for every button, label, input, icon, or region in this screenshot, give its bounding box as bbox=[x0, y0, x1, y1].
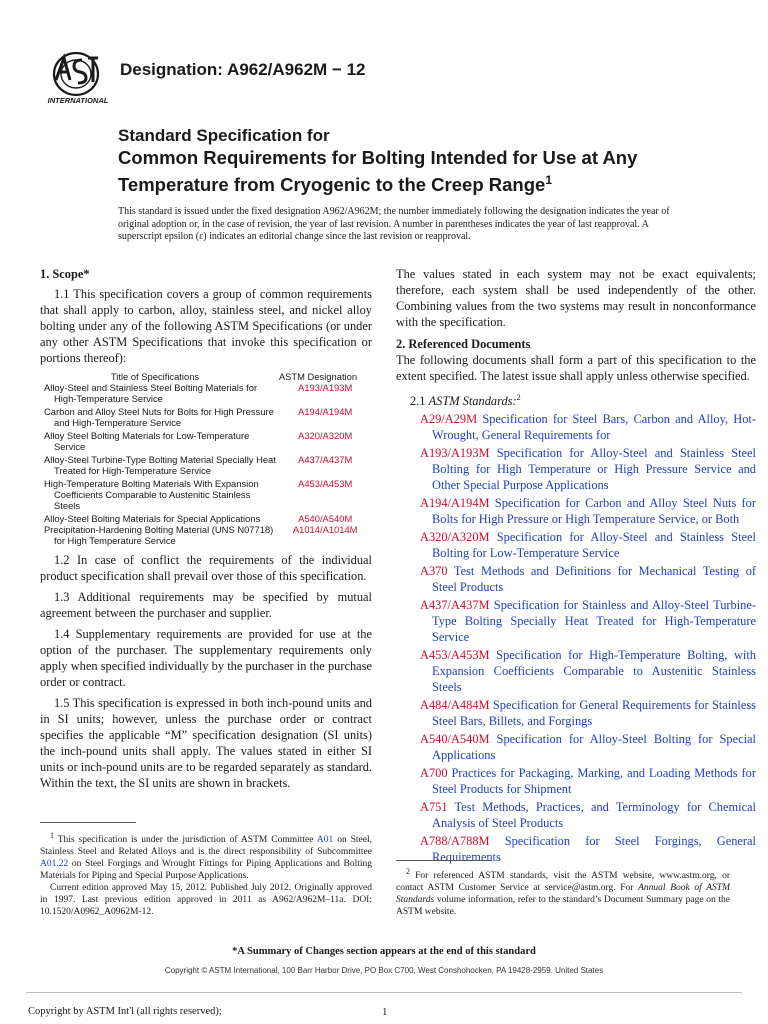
copyright-line: Copyright © ASTM International, 100 Barr Harbor Drive, PO Box C700, West Conshohocken, PA 19428-2959. United States bbox=[164, 966, 604, 975]
copyright-owner: Copyright by ASTM Int'l (all rights reserved); bbox=[28, 1006, 222, 1017]
paragraph-1-5: 1.5 This specification is expressed in both inch-pound units and in SI units; however, unless the purchase order or contract specifies the applicable “M” specification designation (SI units) the inch-pound units shall apply. The values stated in either SI units or inch-pound units are to be regarded separately as standard. Within the text, the SI units are shown in brackets. bbox=[40, 696, 372, 790]
footer-divider bbox=[26, 992, 742, 993]
referenced-documents-heading: 2. Referenced Documents bbox=[396, 337, 531, 351]
title-prefix: Standard Specification for bbox=[118, 126, 330, 145]
spec-table-col-title: Title of Specifications bbox=[110, 371, 200, 382]
reference-item[interactable]: A751 Test Methods, Practices, and Terminology for Chemical Analysis of Steel Products bbox=[420, 800, 757, 831]
reference-item[interactable]: A453/A453M Specification for High-Temperature Bolting, with Expansion Coefficients Comparable to Austenitic Stainless Steels bbox=[420, 648, 756, 695]
reference-item[interactable]: A370 Test Methods and Definitions for Mechanical Testing of Steel Products bbox=[420, 564, 757, 595]
spec-code-link[interactable]: A453/A453M bbox=[298, 478, 353, 489]
footnote-rule-right bbox=[396, 860, 492, 861]
spec-code-link[interactable]: A540/A540M bbox=[298, 513, 353, 524]
reference-item[interactable]: A193/A193M Specification for Alloy-Steel and Stainless Steel Bolting for High Temperature or High Pressure Service and Other Special Purpose Applications bbox=[420, 446, 756, 493]
spec-table-header bbox=[40, 371, 372, 382]
spec-title: Alloy Steel Bolting Materials for Low-Temperature Service bbox=[44, 430, 250, 452]
paragraph-1-4: 1.4 Supplementary requirements are provided for use at the option of the purchaser. The supplementary requirements only apply when specified individually by the purchaser in the purchase order or contract. bbox=[40, 627, 372, 689]
designation: Designation: A962/A962M − 12 bbox=[120, 60, 366, 79]
spec-title: Alloy-Steel Turbine-Type Bolting Material Specially Heat Treated for High-Temperature Service bbox=[44, 454, 276, 476]
footnote-1: $^1$ This specification is under the jurisdiction of ASTM Committee A01 on Steel, Stainless Steel and Related Alloys and is the direct responsibility of Subcommittee A01.22 on Steel Forgings and Wrought Fittings for Piping Applications and Bolting Materials for Piping and Special Purpose Applications. Current edition approved May 15, 2012. Published July 2012. Originally approved in 1997. Last previous edition approved in 2011 as A962/A962M–11a. DOI: 10.1520/A0962_A0962M-12. bbox=[40, 831, 373, 918]
left-column bbox=[40, 266, 372, 796]
title-footnote-mark[interactable]: 1 bbox=[545, 173, 552, 187]
spec-table-row bbox=[40, 454, 372, 476]
scope-heading: 1. Scope* bbox=[40, 267, 90, 281]
spec-code-link[interactable]: A193/A193M bbox=[298, 382, 353, 393]
committee-link[interactable]: A01 bbox=[316, 835, 334, 846]
paragraph-1-3: 1.3 Additional requirements may be specified by mutual agreement between the purchaser and supplier. bbox=[40, 590, 372, 620]
reference-item[interactable]: A437/A437M Specification for Stainless and Alloy-Steel Turbine-Type Bolting Specially Heat Treated for High-Temperature Service bbox=[420, 598, 756, 645]
spec-code-link[interactable]: A437/A437M bbox=[298, 454, 353, 465]
spec-title: High-Temperature Bolting Materials With Expansion Coefficients Comparable to Austenitic Stainless Steels bbox=[44, 478, 259, 511]
spec-title: Precipitation-Hardening Bolting Material (UNS N07718) for High Temperature Service bbox=[44, 524, 274, 546]
page-number: 1 bbox=[382, 1006, 388, 1018]
reference-item[interactable]: A540/A540M Specification for Alloy-Steel Bolting for Special Applications bbox=[420, 732, 756, 763]
footnote-rule-left bbox=[40, 822, 136, 823]
paragraph-1-2: 1.2 In case of conflict the requirements of the individual product specification shall prevail over those of this specification. bbox=[40, 553, 372, 583]
spec-table-row bbox=[40, 513, 372, 524]
summary-note: *A Summary of Changes section appears at the end of this standard bbox=[232, 946, 536, 957]
paragraph-1-1: 1.1 This specification covers a group of common requirements that shall apply to carbon, alloy, stainless steel, and nickel alloy bolting under any of the following ASTM Specifications (or under any other ASTM Specifications that invoke this specification or portions thereof): bbox=[40, 287, 372, 365]
spec-table-row bbox=[40, 430, 372, 452]
right-column bbox=[396, 266, 756, 867]
footnote-1-edition: Current edition approved May 15, 2012. Published July 2012. Originally approved in 1997. Last previous edition approved in 2011 as A962/A962M–11a. DOI: 10.1520/A0962_A0962M-12. bbox=[40, 883, 372, 918]
spec-title: Carbon and Alloy Steel Nuts for Bolts for High Pressure and High-Temperature Service bbox=[44, 406, 274, 428]
spec-table-row bbox=[40, 382, 372, 404]
paragraph-2-0: The following documents shall form a part of this specification to the extent specified. The latest issue shall apply unless otherwise specified. bbox=[396, 353, 756, 383]
footnote-2: $^2$ For referenced ASTM standards, visit the ASTM website, www.astm.org, or contact ASTM Customer Service at service@astm.org. For Annual Book of ASTM Standards volume information, refer to the standard’s Document Summary page on the ASTM website. bbox=[396, 867, 730, 918]
reference-item[interactable]: A484/A484M Specification for General Requirements for Stainless Steel Bars, Billets, and Forgings bbox=[420, 698, 756, 729]
spec-code-link[interactable]: A320/A320M bbox=[298, 430, 353, 441]
subcommittee-link[interactable]: A01.22 bbox=[40, 859, 69, 870]
spec-title: Alloy-Steel Bolting Materials for Special Applications bbox=[44, 513, 261, 524]
reference-item[interactable]: A194/A194M Specification for Carbon and Alloy Steel Nuts for Bolts for High Pressure or High Temperature Service, or Both bbox=[420, 496, 756, 527]
logo-subtext: INTERNATIONAL bbox=[47, 96, 109, 105]
spec-table-row bbox=[40, 478, 372, 511]
document-title: Common Requirements for Bolting Intended for Use at Any Temperature from Cryogenic to the Creep Range$^1$ bbox=[118, 147, 638, 196]
reference-item[interactable]: A700 Practices for Packaging, Marking, and Loading Methods for Steel Products for Shipment bbox=[420, 766, 756, 797]
issue-note: This standard is issued under the fixed designation A962/A962M; the number immediately following the designation indicates the year of original adoption or, in the case of revision, the year of last revision. A number in parentheses indicates the year of last reapproval. A superscript epsilon (ε) indicates an editorial change since the last revision or reapproval. bbox=[118, 206, 670, 243]
reference-item[interactable]: A320/A320M Specification for Alloy-Steel and Stainless Steel Bolting for Low-Temperature Service bbox=[420, 530, 756, 561]
spec-table bbox=[40, 371, 372, 546]
paragraph-2-1: 2.1 ASTM Standards:$^2$ bbox=[410, 393, 521, 409]
spec-code-link[interactable]: A1014/A1014M bbox=[292, 524, 358, 535]
reference-item[interactable]: A788/A788M Specification for Steel Forgings, General Requirements bbox=[420, 834, 756, 865]
spec-code-link[interactable]: A194/A194M bbox=[298, 406, 353, 417]
title-block bbox=[118, 126, 718, 196]
spec-title: Alloy-Steel and Stainless Steel Bolting Materials for High-Temperature Service bbox=[44, 382, 258, 404]
paragraph-continued: The values stated in each system may not be exact equivalents; therefore, each system shall be used independently of the other. Combining values from the two systems may result in nonconformance with the specification. bbox=[396, 267, 756, 329]
spec-table-row bbox=[40, 524, 372, 546]
spec-table-row bbox=[40, 406, 372, 428]
astm-logo bbox=[42, 50, 114, 106]
spec-table-col-designation: ASTM Designation bbox=[278, 371, 358, 382]
reference-item[interactable]: A29/A29M Specification for Steel Bars, Carbon and Alloy, Hot-Wrought, General Requirements for bbox=[420, 412, 756, 443]
